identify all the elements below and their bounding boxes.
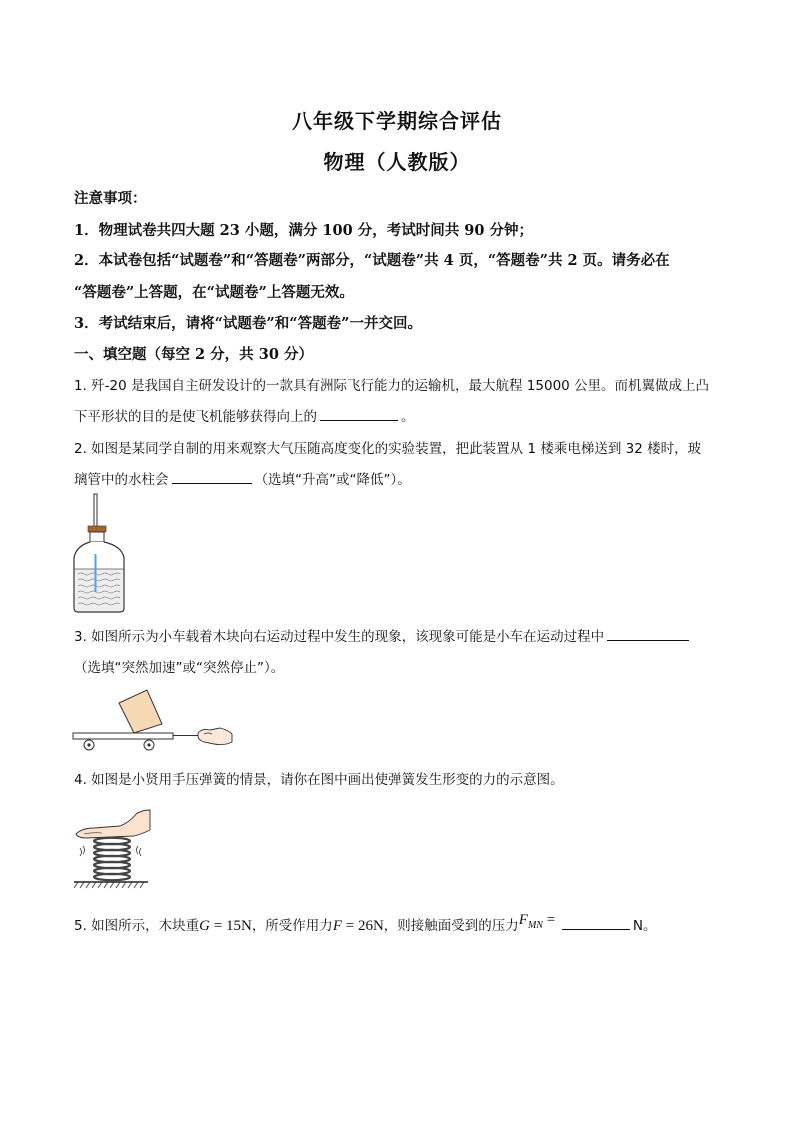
section-1-heading: 一、填空题（每空 2 分，共 30 分） bbox=[74, 346, 313, 363]
formula-fmn-equals: = bbox=[542, 912, 559, 928]
formula-f-symbol: F bbox=[332, 918, 342, 934]
hand-spring-figure bbox=[72, 808, 152, 890]
question-2-end: （选填“升高”或“降低”）。 bbox=[254, 472, 411, 488]
exam-title: 八年级下学期综合评估 bbox=[292, 109, 502, 133]
question-1-end: 。 bbox=[401, 409, 415, 425]
question-1-line2 bbox=[74, 405, 415, 425]
answer-blank-2[interactable] bbox=[172, 482, 252, 484]
formula-fmn bbox=[518, 912, 559, 931]
formula-g-value: = 15N bbox=[210, 918, 252, 934]
answer-blank-5[interactable] bbox=[562, 928, 630, 930]
formula-f-value: = 26N bbox=[341, 918, 384, 934]
formula-fmn-symbol: F bbox=[518, 912, 528, 928]
question-5-line1 bbox=[74, 914, 657, 937]
formula-g bbox=[199, 918, 252, 934]
question-4-line1: 4. 如图是小贤用手压弹簧的情景，请你在图中画出使弹簧发生形变的力的示意图。 bbox=[74, 772, 564, 788]
question-5-mid: ，所受作用力 bbox=[251, 918, 333, 934]
answer-blank-1[interactable] bbox=[320, 419, 398, 421]
question-2-line1: 2. 如图是某同学自制的用来观察大气压随高度变化的实验装置，把此装置从 1 楼乘电梯送到 32 楼时，玻 bbox=[74, 441, 702, 457]
formula-fmn-subscript: MN bbox=[527, 920, 543, 931]
answer-blank-3[interactable] bbox=[607, 639, 689, 641]
notice-item-2-line1: 2．本试卷包括“试题卷”和“答题卷”两部分，“试题卷”共 4 页，“答题卷”共 2 页。请务必在 bbox=[74, 252, 670, 269]
formula-f bbox=[333, 918, 384, 934]
question-5-mid2: ，则接触面受到的压力 bbox=[383, 918, 519, 934]
question-5-unit: N。 bbox=[632, 918, 657, 934]
question-3-text: 3. 如图所示为小车载着木块向右运动过程中发生的现象，该现象可能是小车在运动过程中 bbox=[74, 629, 605, 645]
question-1-line1: 1. 歼-20 是我国自主研发设计的一款具有洲际飞行能力的运输机，最大航程 15000 公里。而机翼做成上凸 bbox=[74, 378, 710, 394]
bottle-apparatus-figure bbox=[70, 494, 130, 614]
question-1-text: 下平形状的目的是使飞机能够获得向上的 bbox=[74, 409, 317, 425]
cart-block-figure bbox=[72, 690, 237, 752]
question-2-line2 bbox=[74, 468, 411, 488]
notice-heading: 注意事项： bbox=[74, 190, 147, 207]
question-3-line2: （选填“突然加速”或“突然停止”）。 bbox=[74, 660, 285, 676]
exam-subtitle: 物理（人教版） bbox=[323, 150, 471, 174]
question-2-text: 璃管中的水柱会 bbox=[74, 472, 169, 488]
formula-g-symbol: G bbox=[199, 918, 211, 934]
question-3-line1 bbox=[74, 625, 692, 645]
notice-item-2-line2: “答题卷”上答题，在“试题卷”上答题无效。 bbox=[74, 284, 354, 301]
question-5-text: 5. 如图所示，木块重 bbox=[74, 918, 200, 934]
notice-item-1: 1．物理试卷共四大题 23 小题，满分 100 分，考试时间共 90 分钟； bbox=[74, 222, 533, 239]
notice-item-3: 3．考试结束后，请将“试题卷”和“答题卷”一并交回。 bbox=[74, 315, 422, 332]
